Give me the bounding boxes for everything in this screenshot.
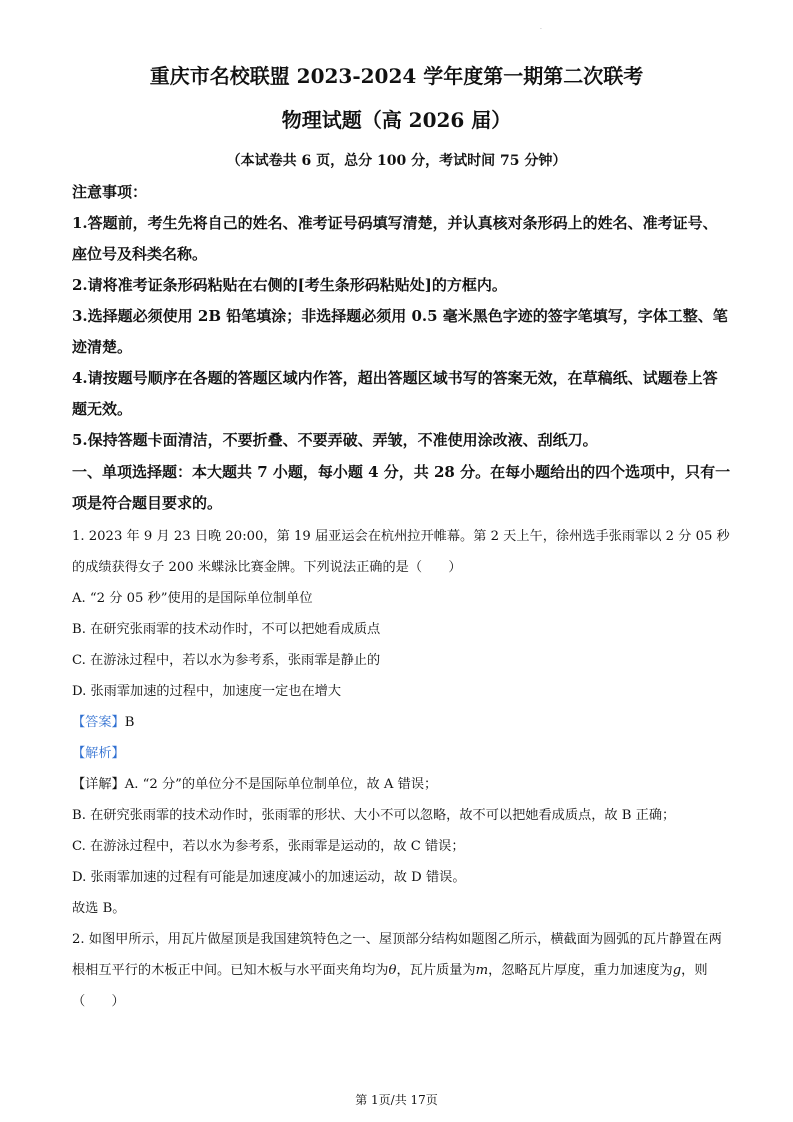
option-c: C. 在游泳过程中，若以水为参考系，张雨霏是静止的 [72,653,381,668]
detail-a [72,769,732,800]
gravity-symbol: g [672,963,682,978]
detail-tag: 【详解】 [72,777,125,792]
detail-b: B. 在研究张雨霏的技术动作时，张雨霏的形状、大小不可以忽略，故不可以把她看成质点，故 B 正确； [72,808,676,823]
notice-item-3: 3.选择题必须使用 2B 铅笔填涂；非选择题必须用 0.5 毫米黑色字迹的签字笔填写，字体工整、笔迹清楚。 [72,307,728,356]
notice-item-4: 4.请按题号顺序在各题的答题区域内作答，超出答题区域书写的答案无效，在草稿纸、试题卷上答题无效。 [72,369,718,418]
scan-dot: · [540,26,542,33]
question-2-part1: 2. 如图甲所示，用瓦片做屋顶是我国建筑特色之一、屋顶部分结构如题图乙所示，横截面为圆弧的瓦片静置在两根相互平行的木板正中间。已知木板与水平面夹角均为 [72,932,722,978]
analysis-tag: 【解析】 [72,746,125,761]
question-1-stem: 1. 2023 年 9 月 23 日晚 20:00，第 19 届亚运会在杭州拉开帷幕。第 2 天上午，徐州选手张雨霏以 2 分 05 秒的成绩获得女子 200 米蝶泳比赛金牌。下列说法正确的是（ ） [72,529,730,575]
exam-subtitle: （本试卷共 6 页，总分 100 分，考试时间 75 分钟） [226,153,567,169]
question-2-part4: ，则（ ） [72,963,708,1009]
exam-title: 重庆市名校联盟 2023-2024 学年度第一期第二次联考 [149,64,644,88]
option-a: A. “2 分 05 秒”使用的是国际单位制单位 [72,591,313,606]
mass-symbol: m [475,963,489,978]
option-d: D. 张雨霏加速的过程中，加速度一定也在增大 [72,684,342,699]
question-2-part2: ，瓦片质量为 [396,963,476,978]
theta-symbol: θ [388,963,397,978]
detail-c: C. 在游泳过程中，若以水为参考系，张雨霏是运动的，故 C 错误； [72,839,465,854]
notice-item-1: 1.答题前，考生先将自己的姓名、准考证号码填写清楚，并认真核对条形码上的姓名、准考证号、座位号及科类名称。 [72,214,718,263]
answer-line [72,707,732,738]
option-b: B. 在研究张雨霏的技术动作时，不可以把她看成质点 [72,622,381,637]
page-footer: 第 1页/共 17页 [355,1093,438,1107]
exam-subject-title: 物理试题（高 2026 届） [281,108,512,132]
conclusion: 故选 B。 [72,901,126,916]
question-2-stem [72,924,732,1017]
question-2-part3: ，忽略瓦片厚度，重力加速度为 [488,963,673,978]
notice-item-5: 5.保持答题卡面清洁，不要折叠、不要弄破、弄皱，不准使用涂改液、刮纸刀。 [72,431,598,449]
answer-value: B [124,715,135,730]
detail-d: D. 张雨霏加速的过程有可能是加速度减小的加速运动，故 D 错误。 [72,870,466,885]
notice-list [72,208,732,456]
detail-a-text: A. “2 分”的单位分不是国际单位制单位，故 A 错误； [124,777,438,792]
notice-heading: 注意事项： [72,183,148,201]
section-heading: 一、单项选择题：本大题共 7 小题，每小题 4 分，共 28 分。在每小题给出的四个选项中，只有一项是符合题目要求的。 [72,463,731,512]
notice-item-2: 2.请将准考证条形码粘贴在右侧的[考生条形码粘贴处]的方框内。 [72,276,507,294]
question-1 [72,521,732,1017]
answer-tag: 【答案】 [72,715,125,730]
